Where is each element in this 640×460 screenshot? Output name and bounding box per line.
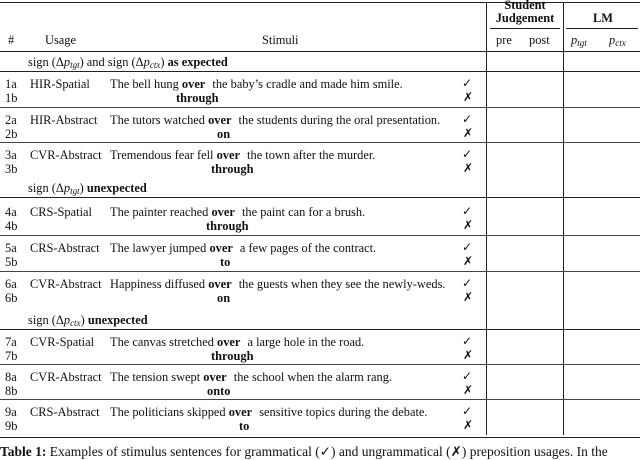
row-usage: HIR-Abstract bbox=[30, 113, 98, 127]
sentence-after: the town after the murder. bbox=[243, 148, 376, 162]
ungrammatical-mark: ✗ bbox=[463, 254, 474, 268]
header-group-student-rule bbox=[490, 28, 560, 29]
row-usage: CVR-Abstract bbox=[30, 370, 102, 384]
row-sentence bbox=[110, 335, 364, 350]
row-id-b: 4b bbox=[5, 219, 18, 233]
row-sentence-alternative: to bbox=[220, 255, 231, 269]
row-id-a: 8a bbox=[5, 370, 17, 384]
header-col-ptgt: $p_{tgt}$ bbox=[571, 33, 587, 48]
row-id-a: 3a bbox=[5, 148, 17, 162]
row-id-a: 6a bbox=[5, 277, 17, 291]
row-sentence bbox=[110, 148, 375, 163]
section-sign-prefix: sign (Δ bbox=[28, 313, 64, 327]
section-rule bbox=[0, 71, 640, 72]
sentence-preposition-grammatical: over bbox=[209, 241, 233, 255]
grammatical-mark: ✓ bbox=[462, 112, 473, 126]
section-header bbox=[28, 55, 228, 70]
header-col-post: post bbox=[529, 33, 550, 47]
section-p-symbol: p bbox=[63, 181, 71, 195]
row-id-a: 9a bbox=[5, 405, 17, 419]
row-id-a: 2a bbox=[5, 113, 17, 127]
row-id-b: 5b bbox=[5, 255, 18, 269]
row-separator bbox=[0, 399, 640, 400]
sentence-after: the guests when they see the newly-weds. bbox=[235, 277, 446, 291]
section-sign-mid: ) bbox=[79, 181, 84, 195]
ungrammatical-mark: ✗ bbox=[463, 161, 474, 175]
sentence-before: The tutors watched bbox=[110, 113, 209, 127]
sentence-before: The painter reached bbox=[110, 205, 212, 219]
ungrammatical-mark: ✗ bbox=[463, 290, 474, 304]
section-subscript: ctx bbox=[70, 318, 81, 328]
row-usage: CRS-Spatial bbox=[30, 205, 92, 219]
sentence-before: The politicians skipped bbox=[110, 405, 229, 419]
header-col-stimuli: Stimuli bbox=[262, 33, 299, 47]
ungrammatical-mark: ✗ bbox=[463, 418, 474, 432]
row-sentence bbox=[110, 405, 428, 420]
section-header bbox=[28, 181, 147, 196]
sentence-before: The tension swept bbox=[110, 370, 204, 384]
grammatical-mark: ✓ bbox=[462, 147, 473, 161]
section-condition: unexpected bbox=[86, 181, 147, 195]
row-sentence-alternative: through bbox=[211, 162, 254, 176]
grammatical-mark: ✓ bbox=[462, 240, 473, 254]
row-usage: CVR-Abstract bbox=[30, 148, 102, 162]
row-separator bbox=[0, 364, 640, 365]
sentence-before: The bell hung bbox=[110, 77, 182, 91]
section-condition: as expected bbox=[167, 55, 228, 69]
row-id-a: 1a bbox=[5, 77, 17, 91]
sentence-preposition-grammatical: over bbox=[203, 370, 227, 384]
row-sentence-alternative: through bbox=[176, 91, 219, 105]
row-usage: CVR-Abstract bbox=[30, 277, 102, 291]
section-sign-post: ) bbox=[160, 55, 165, 69]
row-usage: HIR-Spatial bbox=[30, 77, 90, 91]
row-id-b: 3b bbox=[5, 162, 18, 176]
row-sentence-alternative: onto bbox=[207, 384, 231, 398]
sentence-after: a few pages of the contract. bbox=[236, 241, 377, 255]
header-col-pctx: $p_{ctx}$ bbox=[609, 33, 626, 48]
header-col-pre: pre bbox=[496, 33, 512, 47]
section-header bbox=[28, 313, 148, 328]
section-sign-prefix: sign (Δ bbox=[28, 55, 64, 69]
vrule-student-right bbox=[563, 2, 564, 435]
sentence-before: Happiness diffused bbox=[110, 277, 209, 291]
ungrammatical-mark: ✗ bbox=[463, 90, 474, 104]
sentence-before: Tremendous fear fell bbox=[110, 148, 217, 162]
row-sentence bbox=[110, 113, 440, 128]
section-condition: unexpected bbox=[87, 313, 148, 327]
sentence-before: The canvas stretched bbox=[110, 335, 217, 349]
sentence-preposition-grammatical: over bbox=[211, 205, 235, 219]
section-sign-mid: ) and sign (Δ bbox=[79, 55, 144, 69]
row-sentence-alternative: on bbox=[217, 127, 231, 141]
header-group-lm-rule bbox=[566, 28, 638, 29]
row-id-b: 9b bbox=[5, 419, 18, 433]
row-sentence bbox=[110, 77, 403, 92]
row-usage: CRS-Abstract bbox=[30, 241, 100, 255]
header-group-student-line2: Judgement bbox=[495, 11, 555, 25]
section-subscript: ctx bbox=[149, 60, 161, 70]
row-sentence bbox=[110, 370, 392, 385]
section-p-symbol: p bbox=[63, 313, 71, 327]
caption-text: Examples of stimulus sentences for grammatical (✓) and ungrammatical (✗) preposition usages. In the bbox=[49, 444, 608, 459]
grammatical-mark: ✓ bbox=[462, 404, 473, 418]
ungrammatical-mark: ✗ bbox=[463, 348, 474, 362]
row-id-b: 2b bbox=[5, 127, 18, 141]
vrule-stimuli-right bbox=[486, 2, 487, 435]
grammatical-mark: ✓ bbox=[462, 276, 473, 290]
row-sentence-alternative: through bbox=[206, 219, 249, 233]
sentence-after: the baby’s cradle and made him smile. bbox=[209, 77, 403, 91]
sentence-preposition-grammatical: over bbox=[181, 77, 206, 91]
section-sign-mid: ) bbox=[80, 313, 85, 327]
header-rule bbox=[0, 51, 640, 52]
row-separator bbox=[0, 235, 640, 236]
sentence-after: the paint can for a brush. bbox=[238, 205, 366, 219]
sentence-preposition-grammatical: over bbox=[217, 335, 241, 349]
row-sentence-alternative: through bbox=[211, 349, 254, 363]
row-id-b: 8b bbox=[5, 384, 18, 398]
section-subscript: tgt bbox=[70, 186, 80, 196]
row-id-b: 6b bbox=[5, 291, 18, 305]
row-usage: CRS-Abstract bbox=[30, 405, 100, 419]
row-sentence bbox=[110, 241, 376, 256]
sentence-after: a large hole in the road. bbox=[244, 335, 365, 349]
row-id-a: 4a bbox=[5, 205, 17, 219]
section-sign-prefix: sign (Δ bbox=[28, 181, 64, 195]
row-id-b: 1b bbox=[5, 91, 18, 105]
header-col-number: # bbox=[8, 33, 15, 47]
sentence-preposition-grammatical: over bbox=[216, 148, 240, 162]
row-separator bbox=[0, 107, 640, 108]
ungrammatical-mark: ✗ bbox=[463, 218, 474, 232]
sentence-after: the school when the alarm rang. bbox=[230, 370, 393, 384]
bottom-rule bbox=[0, 437, 640, 438]
header-group-lm: LM bbox=[593, 11, 613, 25]
sentence-preposition-grammatical: over bbox=[208, 113, 232, 127]
header-col-usage: Usage bbox=[45, 33, 76, 47]
header-group-student-line1: Student bbox=[504, 0, 546, 12]
sentence-preposition-grammatical: over bbox=[228, 405, 253, 419]
row-id-b: 7b bbox=[5, 349, 18, 363]
grammatical-mark: ✓ bbox=[462, 204, 473, 218]
row-sentence-alternative: to bbox=[239, 419, 250, 433]
sentence-preposition-grammatical: over bbox=[208, 277, 232, 291]
grammatical-mark: ✓ bbox=[462, 76, 473, 90]
section-p-symbol: p bbox=[143, 55, 150, 69]
caption-label: Table 1: bbox=[0, 444, 47, 459]
grammatical-mark: ✓ bbox=[462, 334, 473, 348]
row-separator bbox=[0, 271, 640, 272]
ungrammatical-mark: ✗ bbox=[463, 126, 474, 140]
section-p-symbol: p bbox=[63, 55, 71, 69]
ungrammatical-mark: ✗ bbox=[463, 383, 474, 397]
sentence-after: sensitive topics during the debate. bbox=[256, 405, 428, 419]
row-sentence-alternative: on bbox=[217, 291, 231, 305]
row-id-a: 5a bbox=[5, 241, 17, 255]
row-id-a: 7a bbox=[5, 335, 17, 349]
row-usage: CVR-Spatial bbox=[30, 335, 95, 349]
sentence-before: The lawyer jumped bbox=[110, 241, 210, 255]
grammatical-mark: ✓ bbox=[462, 369, 473, 383]
row-sentence bbox=[110, 205, 365, 220]
section-subscript: tgt bbox=[70, 60, 80, 70]
section-rule bbox=[0, 197, 640, 198]
sentence-after: the students during the oral presentation. bbox=[235, 113, 441, 127]
section-rule bbox=[0, 329, 640, 330]
row-sentence bbox=[110, 277, 446, 292]
row-separator bbox=[0, 142, 640, 143]
